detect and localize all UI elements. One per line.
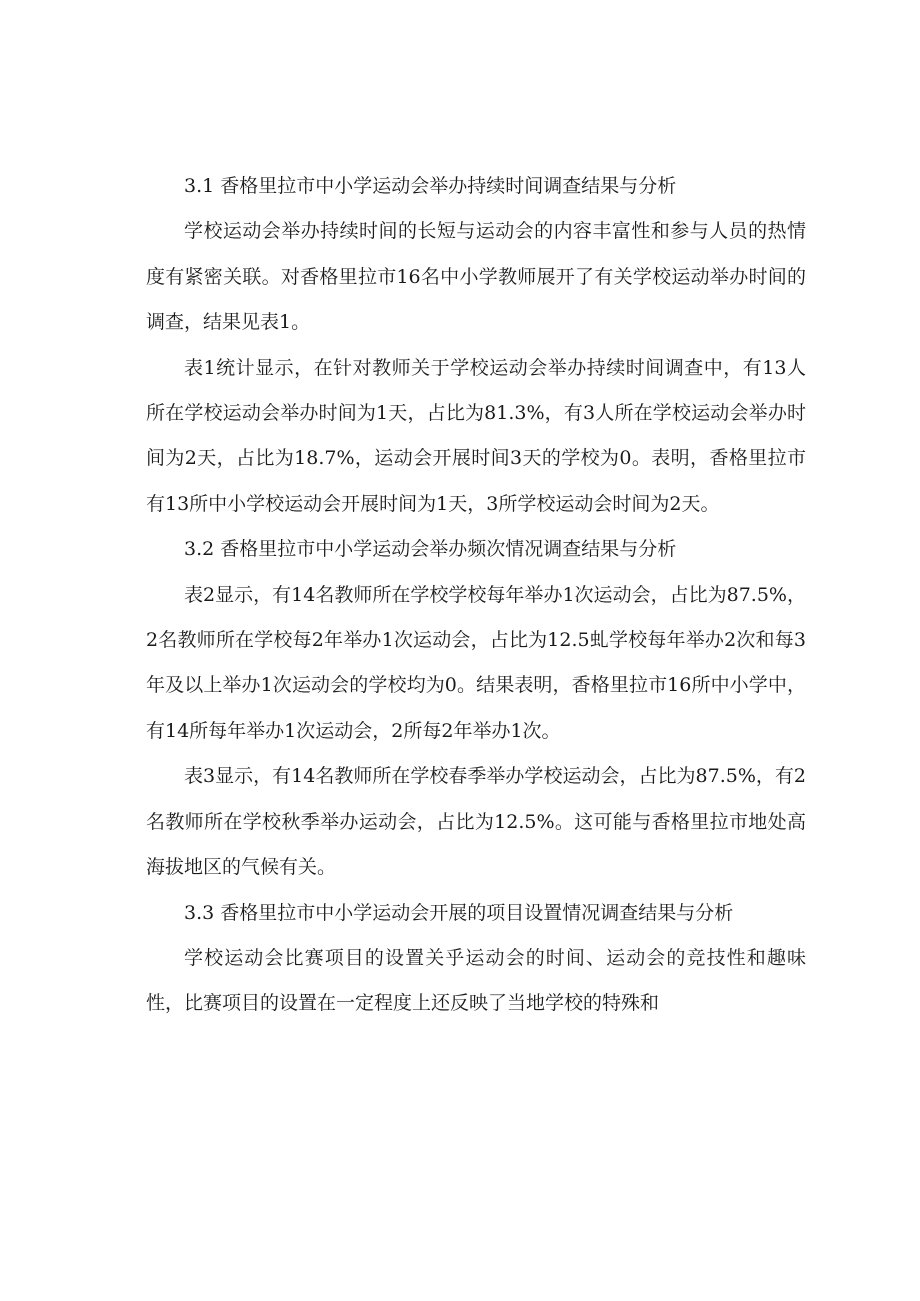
section-heading-3-1: 3.1 香格里拉市中小学运动会举办持续时间调查结果与分析 (184, 175, 677, 197)
paragraph-3-2-b: 表3显示，有14名教师所在学校春季举办学校运动会，占比为87.5%，有2名教师所在学校秋季举办运动会，占比为12.5%。这可能与香格里拉市地处高海拔地区的气候有关。 (146, 765, 806, 879)
document-page (146, 164, 806, 1027)
paragraph-3-3-a: 学校运动会比赛项目的设置关乎运动会的时间、运动会的竞技性和趣味性，比赛项目的设置在一定程度上还反映了当地学校的特殊和 (146, 946, 806, 1015)
paragraph-3-1-b: 表1统计显示，在针对教师关于学校运动会举办持续时间调查中，有13人所在学校运动会举办时间为1天，占比为81.3%，有3人所在学校运动会举办时间为2天，占比为18.7%，运动会开展时间3天的学校为0。表明，香格里拉市有13所中小学校运动会开展时间为1天，3所学校运动会时间为2天。 (146, 356, 806, 515)
paragraph-3-2-a: 表2显示，有14名教师所在学校学校每年举办1次运动会，占比为87.5%，2名教师所在学校每2年举办1次运动会，占比为12.5虬学校每年举办2次和每3年及以上举办1次运动会的学校均为0。结果表明，香格里拉市16所中小学中，有14所每年举办1次运动会，2所每2年举办1次。 (146, 583, 806, 742)
section-heading-3-3: 3.3 香格里拉市中小学运动会开展的项目设置情况调查结果与分析 (184, 901, 734, 924)
section-heading-3-2: 3.2 香格里拉市中小学运动会举办频次情况调查结果与分析 (184, 538, 677, 561)
paragraph-3-1-a: 学校运动会举办持续时间的长短与运动会的内容丰富性和参与人员的热情度有紧密关联。对香格里拉市16名中小学教师展开了有关学校运动举办时间的调查，结果见表1。 (146, 220, 806, 334)
